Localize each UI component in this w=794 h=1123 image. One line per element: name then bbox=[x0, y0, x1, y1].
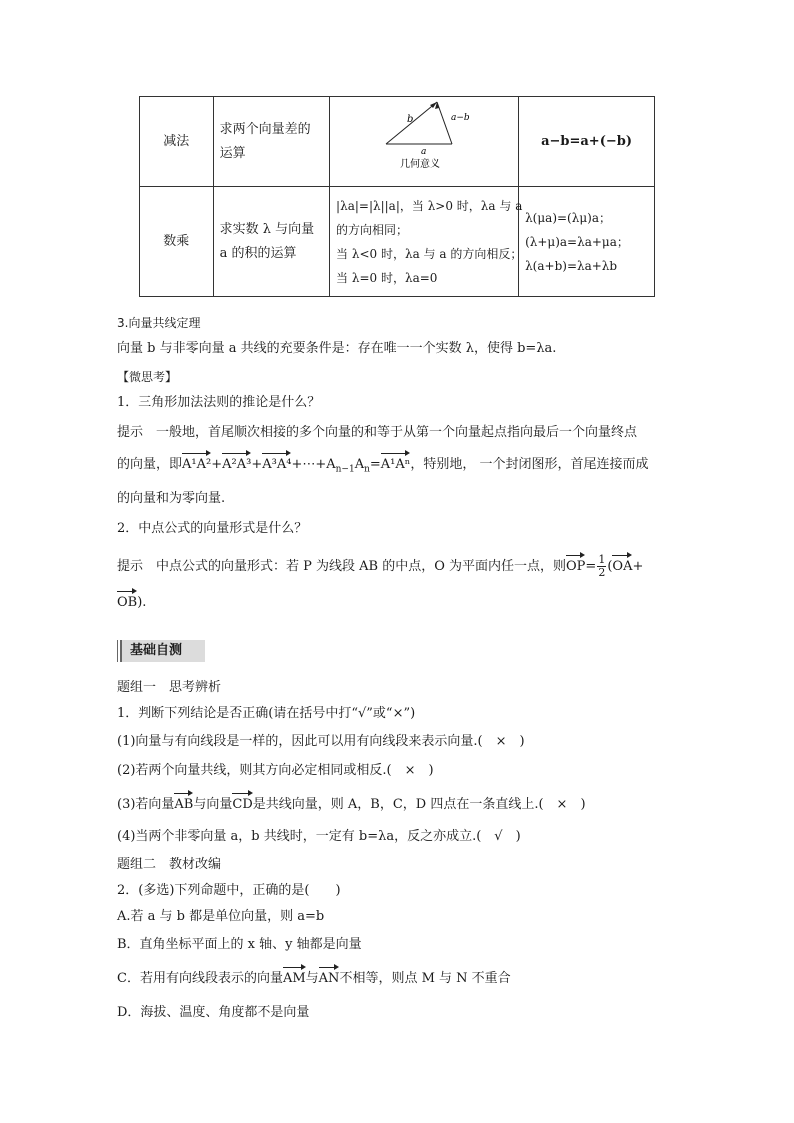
think-header: 【微思考】 bbox=[117, 370, 178, 384]
vector-ab: AB bbox=[174, 797, 194, 812]
exercise-1-item-4: (4)当两个非零向量 a，b 共线时，一定有 b=λa，反之亦成立.( √ ) bbox=[117, 829, 521, 844]
vector-a1a2: A¹A² bbox=[182, 457, 212, 472]
option-d: D．海拔、温度、角度都不是向量 bbox=[117, 1005, 310, 1020]
theorem-text: 向量 b 与非零向量 a 共线的充要条件是：存在唯一一个实数 λ，使得 b=λa. bbox=[117, 341, 557, 356]
group-2-title: 题组二 教材改编 bbox=[117, 857, 222, 872]
think-answer-1-line-3: 的向量和为零向量. bbox=[117, 491, 226, 506]
table-row bbox=[140, 187, 655, 297]
vector-op: OP bbox=[566, 559, 586, 574]
label-a-minus-b: a−b bbox=[451, 113, 470, 123]
vector-cd: CD bbox=[232, 797, 253, 812]
think-question-1: 1．三角形加法法则的推论是什么？ bbox=[117, 395, 321, 410]
operation-law: a−b=a+(−b) bbox=[519, 97, 655, 187]
group-1-title: 题组一 思考辨析 bbox=[117, 680, 222, 695]
think-answer-2-line-2: OB). bbox=[117, 595, 147, 610]
exercise-1-item-3: (3)若向量AB与向量CD是共线向量，则 A，B，C，D 四点在一条直线上.( × ) bbox=[117, 797, 586, 812]
diagram-caption: 几何意义 bbox=[400, 159, 441, 170]
geometric-meaning-cell: |λa|=|λ||a|，当 λ>0 时，λa 与 a 的方向相同； 当 λ<0 时，λa 与 a 的方向相反； 当 λ=0 时，λa=0 bbox=[330, 187, 519, 297]
exercise-1-question: 1．判断下列结论是否正确(请在括号中打“√”或“×”) bbox=[117, 706, 416, 721]
operation-definition: 求实数 λ 与向量 a 的积的运算 bbox=[213, 187, 329, 297]
fraction-one-half: $\frac{1}{2}$ bbox=[598, 553, 606, 579]
subtraction-triangle-diagram bbox=[330, 97, 514, 177]
table-row bbox=[140, 97, 655, 187]
operation-definition: 求两个向量差的 运算 bbox=[213, 97, 329, 187]
vector-an: AN bbox=[318, 971, 340, 986]
label-a: a bbox=[421, 147, 427, 157]
think-answer-1-line-1: 提示 一般地，首尾顺次相接的多个向量的和等于从第一个向量起点指向最后一个向量终点 bbox=[117, 425, 638, 440]
vector-a2a3: A²A³ bbox=[222, 457, 252, 472]
exercise-1-item-1: (1)向量与有向线段是一样的，因此可以用有向线段来表示向量.( × ) bbox=[117, 734, 525, 749]
operation-name: 减法 bbox=[140, 97, 214, 187]
section-title: 3.向量共线定理 bbox=[117, 316, 201, 330]
vector-am: AM bbox=[282, 971, 306, 986]
option-c: C．若用有向线段表示的向量AM与AN不相等，则点 M 与 N 不重合 bbox=[117, 971, 511, 986]
operation-name: 数乘 bbox=[140, 187, 214, 297]
operation-law: λ(μa)=(λμ)a； (λ+μ)a=λa+μa； λ(a+b)=λa+λb bbox=[519, 187, 655, 297]
vector-a1an: A¹Aⁿ bbox=[380, 457, 411, 472]
think-answer-2-line-1: 提示 中点公式的向量形式：若 P 为线段 AB 的中点，O 为平面内任一点，则OP= $\frac{1}{2}$ (OA+ bbox=[117, 553, 644, 579]
vector-ob: OB bbox=[117, 595, 138, 610]
option-a: A.若 a 与 b 都是单位向量，则 a=b bbox=[117, 909, 325, 924]
exercise-2-question: 2．(多选)下列命题中，正确的是( ) bbox=[117, 883, 341, 898]
exercise-1-item-2: (2)若两个向量共线，则其方向必定相同或相反.( × ) bbox=[117, 763, 434, 778]
vector-operations-table bbox=[139, 96, 655, 297]
think-question-2: 2．中点公式的向量形式是什么？ bbox=[117, 521, 308, 536]
vector-a3a4: A³A⁴ bbox=[262, 457, 292, 472]
think-answer-1-line-2: 的向量，即$A^1A^2+A^2A^3+A^3A^4+\cdots+A_{n-1}A_n=A^1A^n$，特别地， 一个封闭图形，首尾连接而成 bbox=[117, 457, 649, 475]
geometric-meaning-cell bbox=[330, 97, 519, 187]
vector-a-minus-b-line bbox=[437, 102, 452, 144]
section-banner: 基础自测 bbox=[117, 640, 205, 662]
vector-oa: OA bbox=[612, 559, 633, 574]
option-b: B．直角坐标平面上的 x 轴、y 轴都是向量 bbox=[117, 937, 362, 952]
label-b: b bbox=[407, 114, 414, 125]
